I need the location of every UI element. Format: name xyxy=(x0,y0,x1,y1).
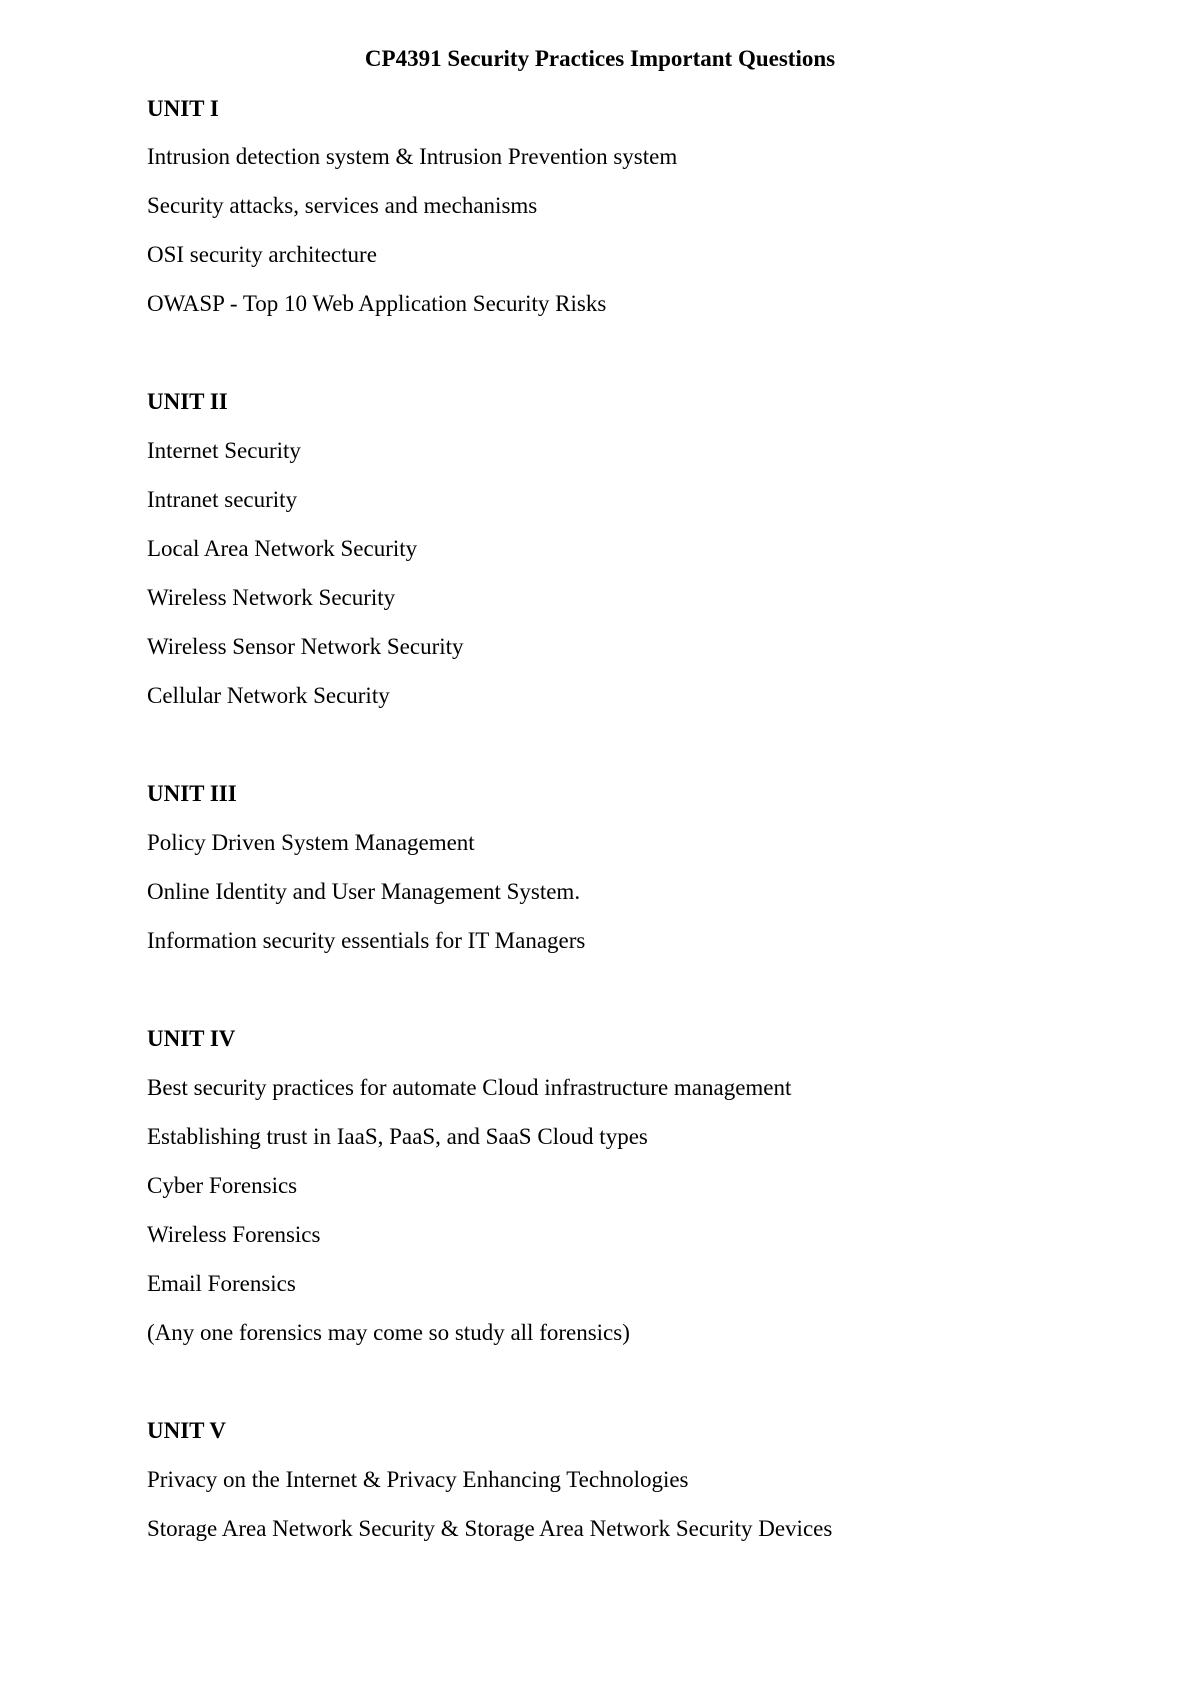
document-title: CP4391 Security Practices Important Questions xyxy=(364,46,836,71)
unit-heading: UNIT V xyxy=(147,1418,227,1443)
topic-item: Local Area Network Security xyxy=(147,536,418,561)
topic-item: (Any one forensics may come so study all forensics) xyxy=(147,1320,630,1345)
unit-heading: UNIT I xyxy=(147,96,219,121)
topic-item: Wireless Network Security xyxy=(147,585,396,610)
topic-item: OSI security architecture xyxy=(147,242,377,267)
topic-item: Online Identity and User Management System. xyxy=(147,879,581,904)
topic-item: Policy Driven System Management xyxy=(147,830,475,855)
topic-item: Security attacks, services and mechanisms xyxy=(147,193,538,218)
topic-item: Cellular Network Security xyxy=(147,683,390,708)
topic-item: Wireless Sensor Network Security xyxy=(147,634,464,659)
topic-item: Best security practices for automate Cloud infrastructure management xyxy=(147,1075,792,1100)
topic-item: Email Forensics xyxy=(147,1271,296,1296)
topic-item: Internet Security xyxy=(147,438,301,463)
topic-item: Information security essentials for IT Managers xyxy=(147,928,586,953)
topic-item: Cyber Forensics xyxy=(147,1173,298,1198)
topic-item: OWASP - Top 10 Web Application Security Risks xyxy=(147,291,607,316)
topic-item: Intranet security xyxy=(147,487,298,512)
topic-item: Establishing trust in IaaS, PaaS, and SaaS Cloud types xyxy=(147,1124,648,1149)
unit-heading: UNIT III xyxy=(147,781,237,806)
topic-item: Intrusion detection system & Intrusion Prevention system xyxy=(147,144,678,169)
topic-item: Storage Area Network Security & Storage Area Network Security Devices xyxy=(147,1516,833,1541)
topic-item: Privacy on the Internet & Privacy Enhancing Technologies xyxy=(147,1467,689,1492)
unit-heading: UNIT IV xyxy=(147,1026,236,1051)
topic-item: Wireless Forensics xyxy=(147,1222,321,1247)
unit-heading: UNIT II xyxy=(147,389,228,414)
